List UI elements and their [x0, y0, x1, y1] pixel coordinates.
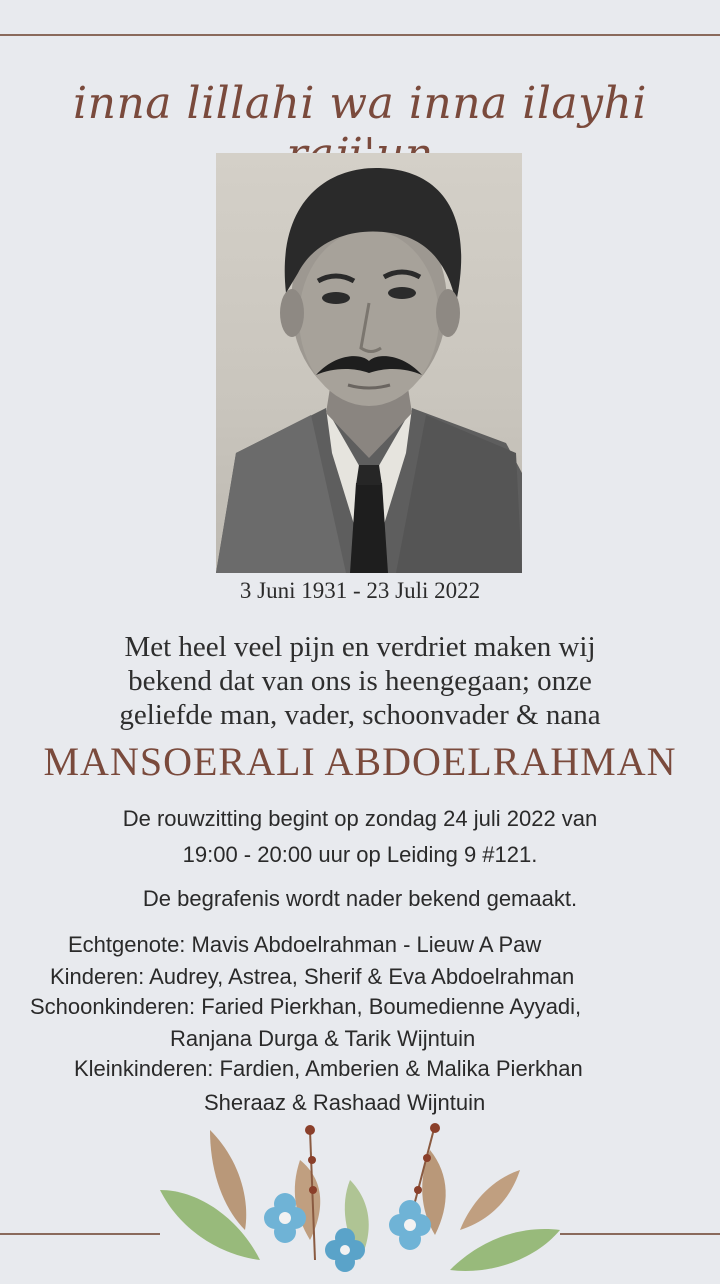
announcement-line: Met heel veel pijn en verdriet maken wij	[124, 631, 596, 663]
arabic-phrase-heading: inna lillahi wa inna ilayhi	[73, 78, 647, 129]
service-line: De rouwzitting begint op zondag 24 juli 2022 van	[122, 806, 598, 831]
family-in-laws: Schoonkinderen: Faried Pierkhan, Boumedienne Ayyadi,	[30, 994, 582, 1019]
bottom-left-divider	[0, 1233, 160, 1235]
floral-decoration	[150, 1120, 570, 1280]
family-in-laws-cont: Ranjana Durga & Tarik Wijntuin	[170, 1026, 476, 1051]
service-line: 19:00 - 20:00 uur op Leiding 9 #121.	[182, 842, 538, 867]
portrait-photo	[216, 153, 522, 573]
bottom-right-divider	[560, 1233, 720, 1235]
burial-note: De begrafenis wordt nader bekend gemaakt.	[142, 886, 578, 911]
family-grandchildren: Kleinkinderen: Fardien, Amberien & Malika Pierkhan	[74, 1056, 583, 1081]
family-children: Kinderen: Audrey, Astrea, Sherif & Eva Abdoelrahman	[50, 964, 575, 989]
announcement-line: bekend dat van ons is heengegaan; onze	[128, 665, 592, 697]
announcement-line: geliefde man, vader, schoonvader & nana	[119, 699, 601, 731]
family-spouse: Echtgenote: Mavis Abdoelrahman - Lieuw A Paw	[68, 932, 542, 957]
announcement-text	[60, 630, 660, 732]
top-divider	[0, 34, 720, 36]
family-grandchildren-cont: Sheraaz & Rashaad Wijntuin	[204, 1090, 486, 1115]
deceased-name: MANSOERALI ABDOELRAHMAN	[43, 739, 677, 784]
life-dates: 3 Juni 1931 - 23 Juli 2022	[239, 578, 481, 603]
